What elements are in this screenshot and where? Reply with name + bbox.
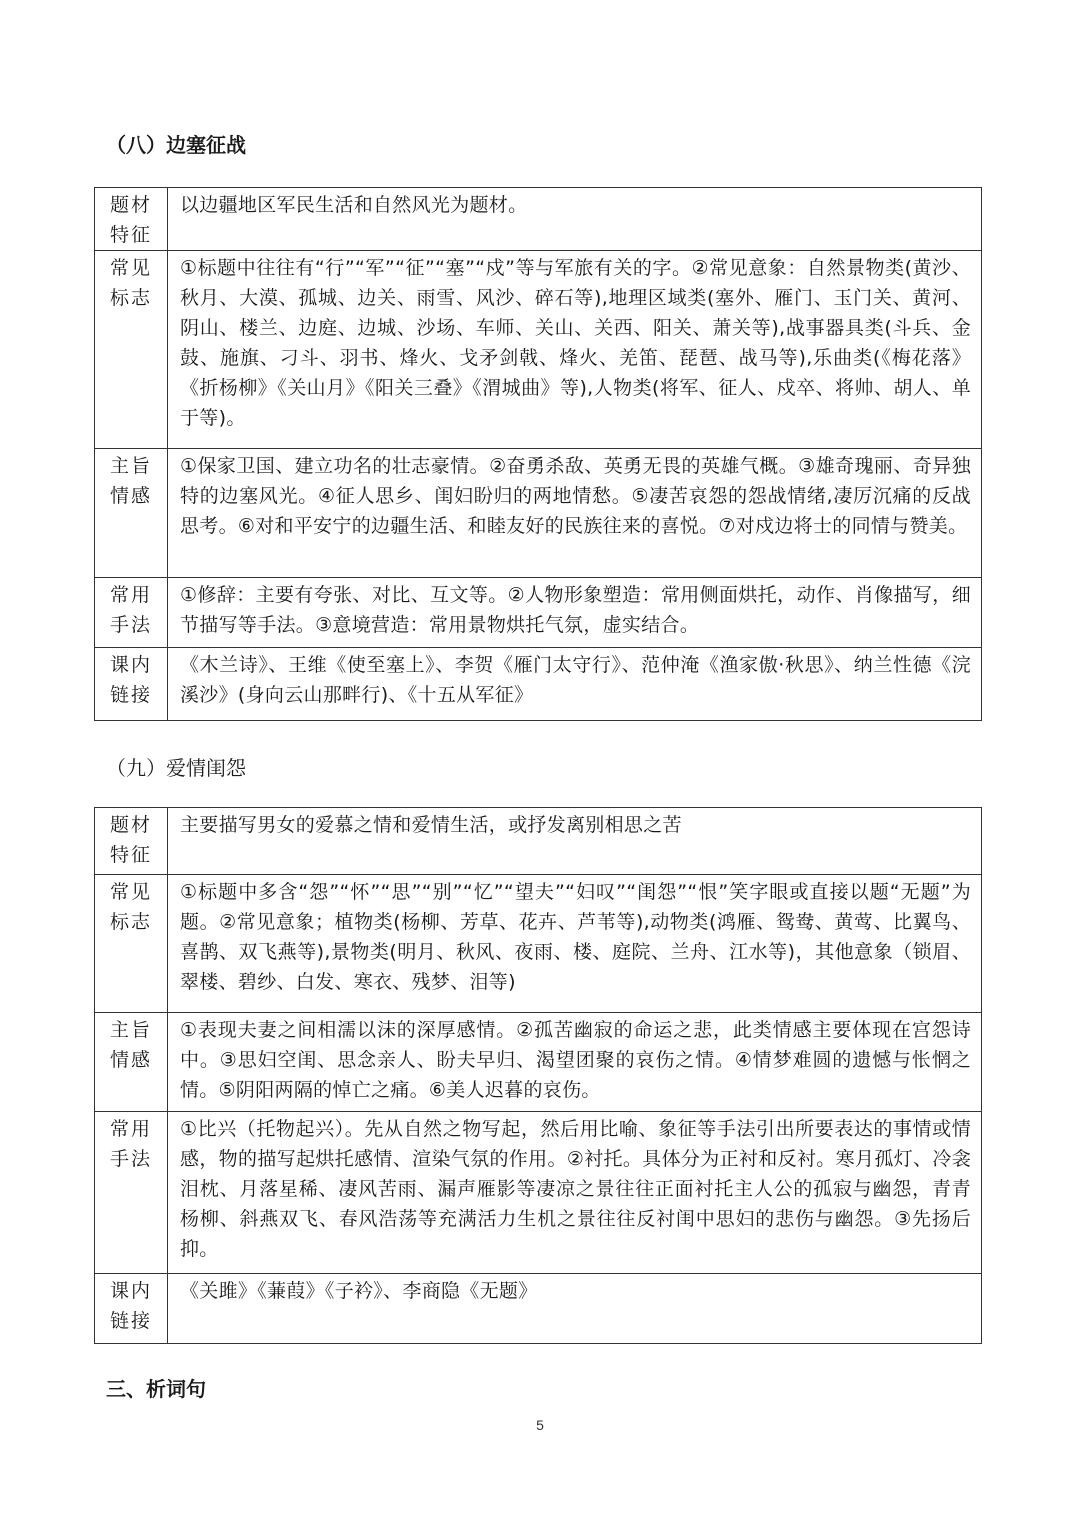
row-label: 课内链接 [109,654,152,706]
row-label-cell [95,251,168,449]
table-row [95,1013,982,1112]
table-row [95,808,982,875]
row-label-cell [95,808,168,875]
section-8-table [94,187,982,721]
row-label: 主旨情感 [109,1019,152,1071]
row-content: 《木兰诗》、王维《使至塞上》、李贺《雁门太守行》、范仲淹《渔家傲·秋思》、纳兰性德《浣溪沙》(身向云山那畔行)、《十五从军征》 [168,648,982,721]
row-label-cell [95,1013,168,1112]
table-row [95,251,982,449]
row-content: ①标题中多含“怨”“怀”“思”“别”“忆”“望夫”“妇叹”“闺怨”“恨”笑字眼或直接以题“无题”为题。②常见意象；植物类(杨柳、芳草、花卉、芦苇等),动物类(鸿雁、鸳鸯、黄莺、比翼鸟、喜鹊、双飞燕等),景物类(明月、秋风、夜雨、楼、庭院、兰舟、江水等)，其他意象（锁眉、翠楼、碧纱、白发、寒衣、残梦、泪等) [168,875,982,1013]
row-label: 常用手法 [109,584,152,636]
row-label: 常见标志 [109,881,152,933]
section-3-heading: 三、析词句 [106,1377,206,1401]
section-9-heading: （九）爱情闺怨 [106,756,246,780]
row-content: ①标题中往往有“行”“军”“征”“塞”“戍”等与军旅有关的字。②常见意象：自然景物类(黄沙、秋月、大漠、孤城、边关、雨雪、风沙、碎石等),地理区域类(塞外、雁门、玉门关、黄河、阴山、楼兰、边庭、边城、沙场、车师、关山、关西、阳关、萧关等),战事器具类(斗兵、金鼓、施旗、刁斗、羽书、烽火、戈矛剑戟、烽火、羌笛、琵琶、战马等),乐曲类(《梅花落》《折杨柳》《关山月》《阳关三叠》《渭城曲》等),人物类(将军、征人、戍卒、将帅、胡人、单于等)。 [168,251,982,449]
row-label: 题材特征 [109,814,152,866]
row-label: 常用手法 [109,1118,152,1170]
section-8-heading: （八）边塞征战 [106,133,246,157]
row-content: 以边疆地区军民生活和自然风光为题材。 [168,188,982,251]
row-label-cell [95,648,168,721]
row-content: ①比兴（托物起兴）。先从自然之物写起，然后用比喻、象征等手法引出所要表达的事情或情感，物的描写起烘托感情、渲染气氛的作用。②衬托。具体分为正衬和反衬。寒月孤灯、冷衾泪枕、月落星稀、凄风苦雨、漏声雁影等凄凉之景往往正面衬托主人公的孤寂与幽怨，青青杨柳、斜燕双飞、春风浩荡等充满活力生机之景往往反衬闺中思妇的悲伤与幽怨。③先扬后抑。 [168,1112,982,1274]
table-row [95,648,982,721]
row-label: 常见标志 [109,257,152,309]
table-row [95,1274,982,1344]
row-content: 《关雎》《蒹葭》《子衿》、李商隐《无题》 [168,1274,982,1344]
row-content: ①保家卫国、建立功名的壮志豪情。②奋勇杀敌、英勇无畏的英雄气概。③雄奇瑰丽、奇异独特的边塞风光。④征人思乡、闺妇盼归的两地情愁。⑤凄苦哀怨的怨战情绪,凄厉沉痛的反战思考。⑥对和平安宁的边疆生活、和睦友好的民族往来的喜悦。⑦对戍边将士的同情与赞美。 [168,449,982,578]
row-label-cell [95,188,168,251]
table-row [95,578,982,648]
row-label: 主旨情感 [109,455,152,507]
table-row [95,875,982,1013]
page-number: 5 [536,1417,544,1433]
row-content: ①表现夫妻之间相濡以沫的深厚感情。②孤苦幽寂的命运之悲，此类情感主要体现在宫怨诗中。③思妇空闺、思念亲人、盼夫早归、渴望团聚的哀伤之情。④情梦难圆的遗憾与怅惘之情。⑤阴阳两隔的悼亡之痛。⑥美人迟暮的哀伤。 [168,1013,982,1112]
row-content: 主要描写男女的爱慕之情和爱情生活，或抒发离别相思之苦 [168,808,982,875]
row-content: ①修辞：主要有夸张、对比、互文等。②人物形象塑造：常用侧面烘托，动作、肖像描写，细节描写等手法。③意境营造：常用景物烘托气氛，虚实结合。 [168,578,982,648]
row-label-cell [95,1112,168,1274]
row-label: 题材特征 [109,194,152,246]
table-row [95,188,982,251]
section-9-table [94,807,982,1344]
row-label: 课内链接 [109,1280,152,1332]
row-label-cell [95,1274,168,1344]
row-label-cell [95,578,168,648]
table-row [95,449,982,578]
table-row [95,1112,982,1274]
row-label-cell [95,449,168,578]
row-label-cell [95,875,168,1013]
